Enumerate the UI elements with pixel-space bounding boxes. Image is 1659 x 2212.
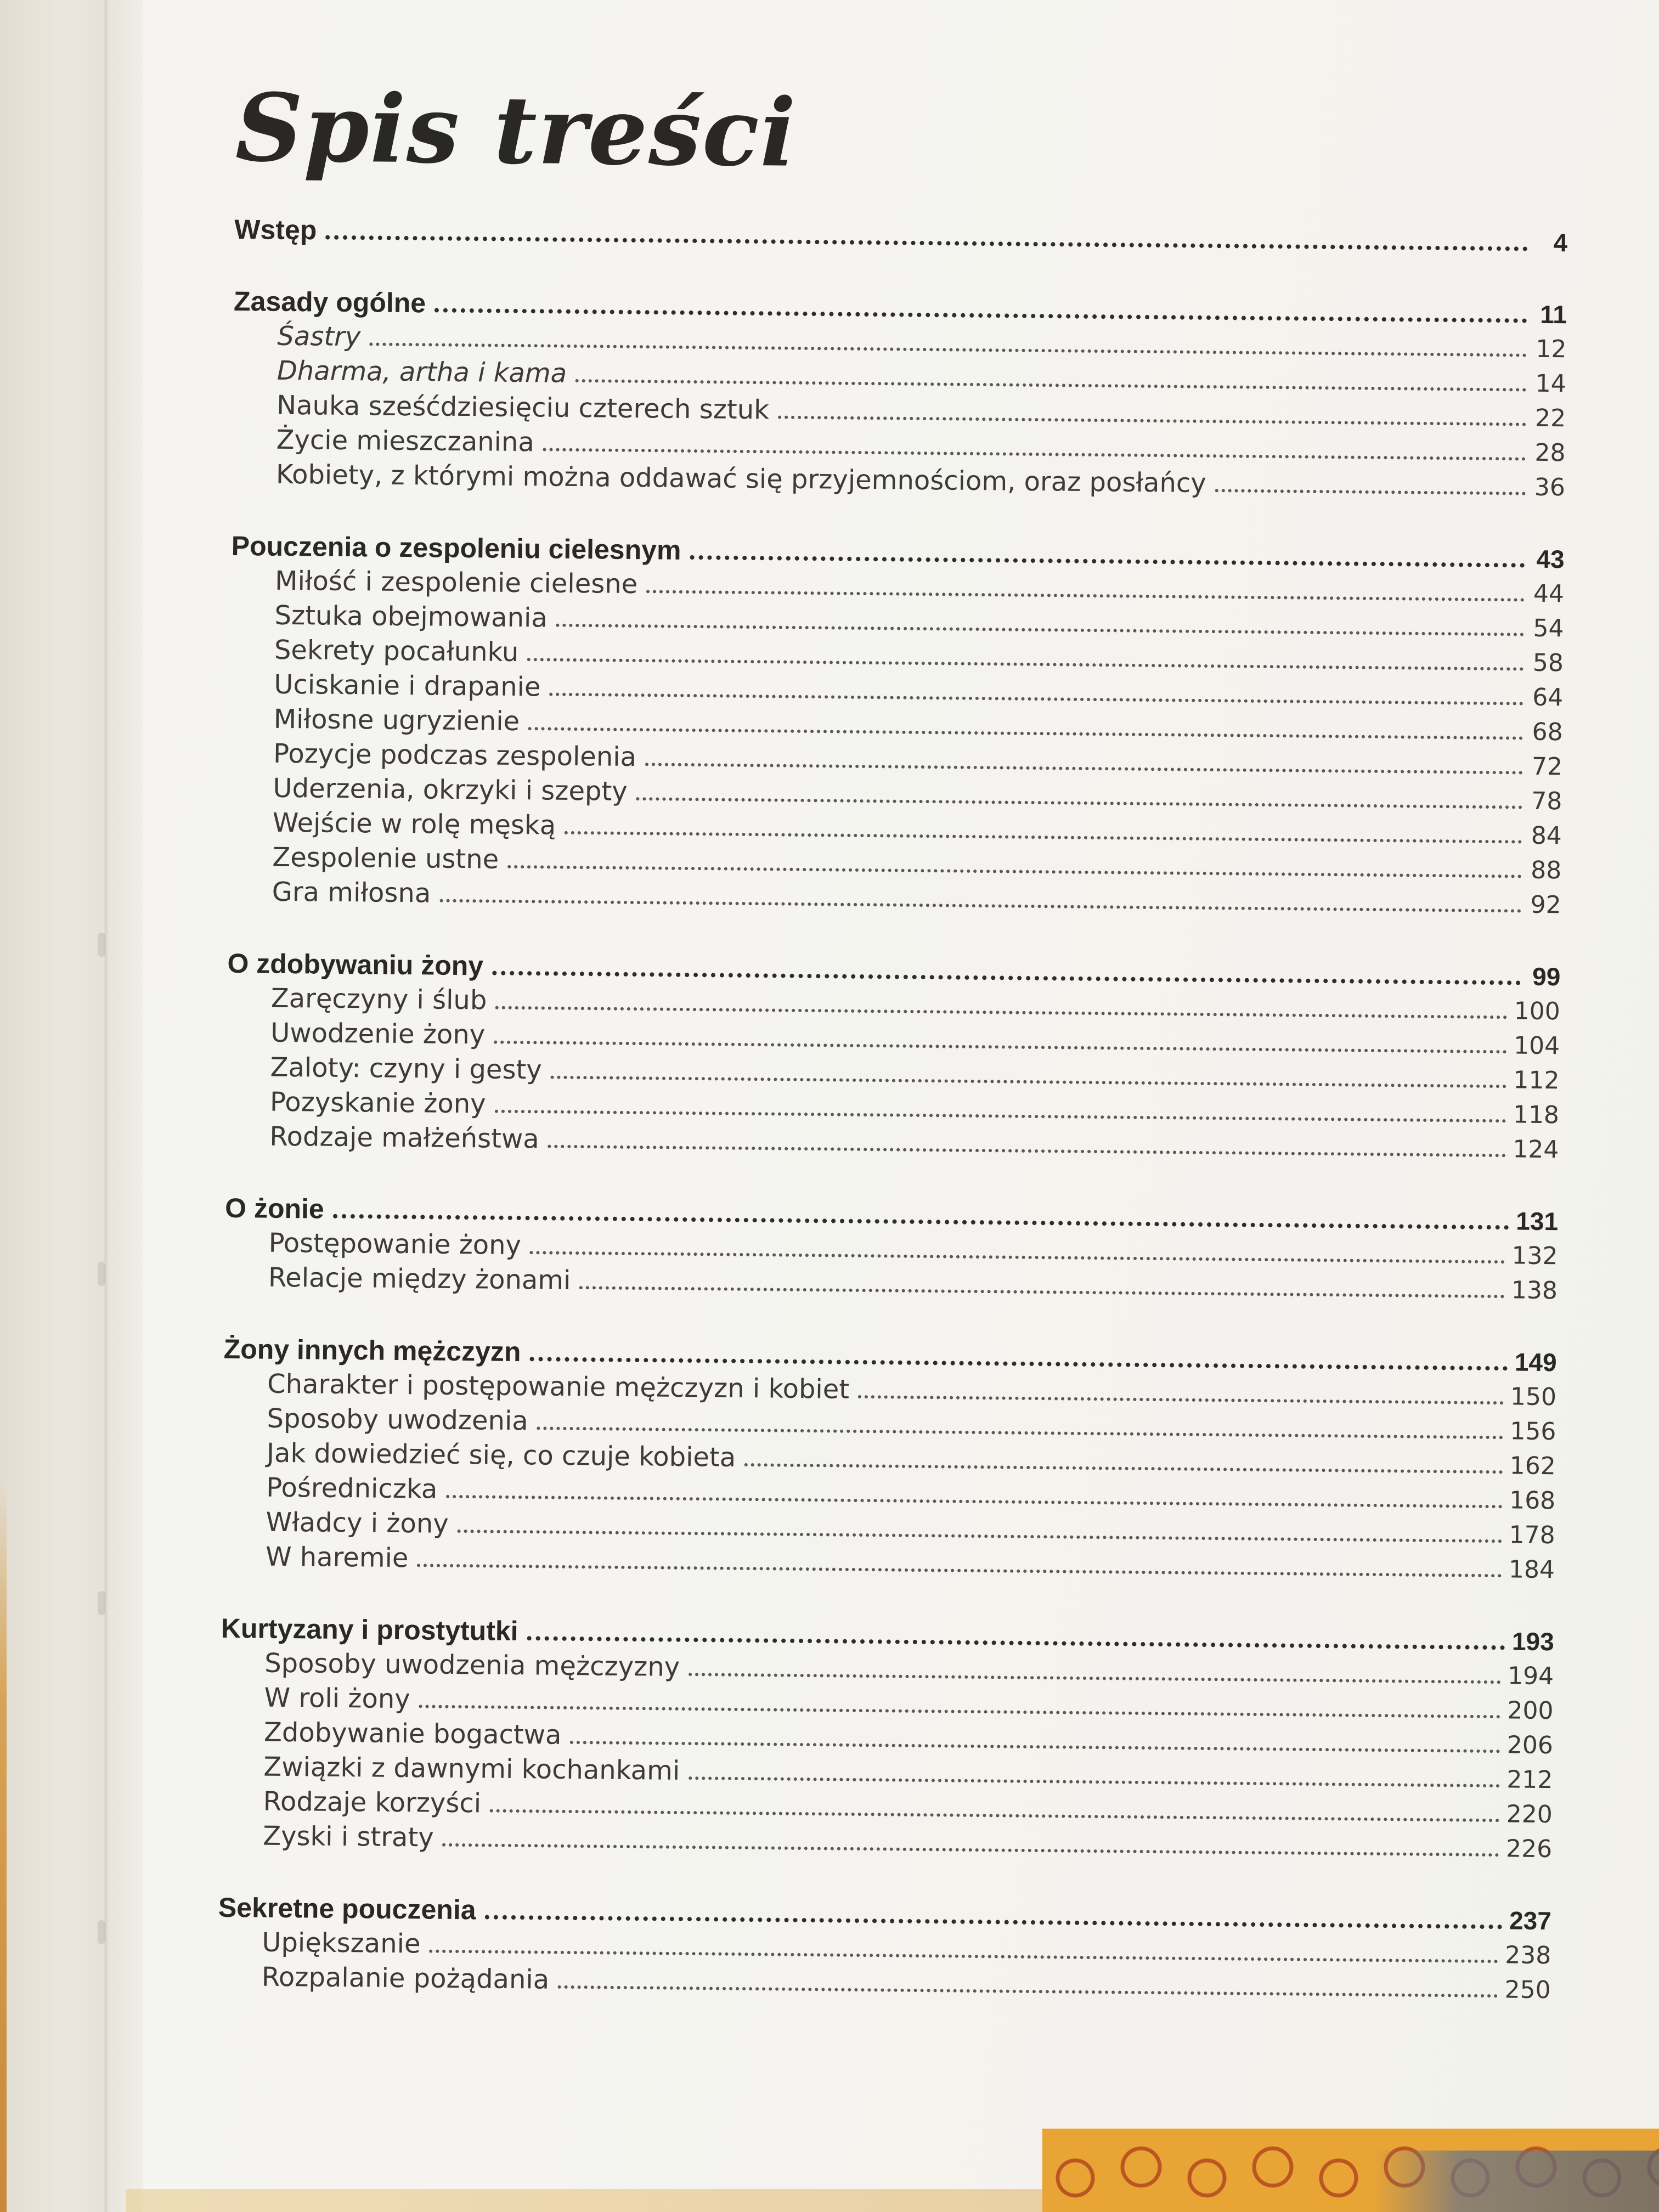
entry-title: Jak dowiedzieć się, co czuje kobieta xyxy=(266,1437,736,1473)
page-number: 156 xyxy=(1510,1417,1556,1446)
entry-title: Upiększanie xyxy=(262,1927,421,1960)
entry-title: Postępowanie żony xyxy=(268,1227,522,1261)
dot-leader xyxy=(333,1214,1510,1230)
page-number: 206 xyxy=(1506,1731,1554,1760)
page-number: 212 xyxy=(1506,1765,1553,1795)
dot-leader xyxy=(548,1145,1506,1158)
page-number: 54 xyxy=(1533,614,1564,643)
toc-body xyxy=(217,212,1567,2007)
chapter-title: Pouczenia o zespoleniu cielesnym xyxy=(231,530,681,566)
dot-leader xyxy=(446,1495,1503,1508)
entry-title: Uciskanie i drapanie xyxy=(274,669,541,703)
toc-section xyxy=(234,212,1567,259)
dot-leader xyxy=(369,342,1527,357)
page-number: 92 xyxy=(1530,890,1561,919)
page-number: 4 xyxy=(1553,228,1568,257)
page-number: 44 xyxy=(1533,579,1565,608)
page-number: 84 xyxy=(1531,821,1562,850)
dot-leader xyxy=(689,1776,1500,1787)
dot-leader xyxy=(490,1809,1500,1822)
entry-title: Uderzenia, okrzyki i szepty xyxy=(273,772,628,807)
page-title: Spis treści xyxy=(235,73,798,188)
entry-title: Miłosne ugryzienie xyxy=(273,703,520,737)
dot-leader xyxy=(744,1463,1503,1474)
page-number: 226 xyxy=(1505,1835,1553,1864)
page-number: 22 xyxy=(1534,404,1566,433)
dot-leader xyxy=(527,658,1524,670)
page-number: 149 xyxy=(1514,1347,1557,1377)
chapter-title: O żonie xyxy=(224,1192,325,1224)
page-number: 194 xyxy=(1507,1662,1554,1691)
decorative-ornament-band xyxy=(1042,2129,1659,2212)
toc-section xyxy=(224,1191,1559,1307)
toc-section xyxy=(219,1611,1554,1866)
dot-leader xyxy=(417,1564,1502,1577)
binding-stitch xyxy=(98,1920,105,1944)
entry-title: Pozycje podczas zespolenia xyxy=(273,738,637,773)
page-number: 28 xyxy=(1534,438,1566,467)
entry-title: Zdobywanie bogactwa xyxy=(263,1717,562,1751)
dot-leader xyxy=(529,1357,1508,1370)
entry-title: Sekrety pocałunku xyxy=(274,634,519,668)
page-number: 238 xyxy=(1505,1941,1551,1970)
entry-title: Życie mieszczanina xyxy=(276,424,535,458)
dot-leader xyxy=(494,1110,1506,1123)
entry-title: Nauka sześćdziesięciu czterech sztuk xyxy=(276,390,770,426)
entry-title: Sposoby uwodzenia mężczyzny xyxy=(264,1647,680,1683)
page-number: 138 xyxy=(1511,1276,1558,1305)
dot-leader xyxy=(325,235,1528,251)
entry-title: Charakter i postępowanie mężczyzn i kobiet xyxy=(267,1368,850,1405)
entry-title: Zaloty: czyny i gesty xyxy=(270,1052,542,1086)
page-number: 112 xyxy=(1513,1066,1560,1095)
entry-title: Zyski i straty xyxy=(262,1820,434,1853)
dot-leader xyxy=(636,797,1523,809)
dot-leader xyxy=(645,763,1523,774)
dot-leader xyxy=(527,1636,1505,1650)
page-number: 118 xyxy=(1513,1101,1560,1130)
dot-leader xyxy=(778,416,1526,426)
binding-stitch xyxy=(98,1262,105,1286)
dot-leader xyxy=(579,1286,1505,1298)
entry-title: Rodzaje korzyści xyxy=(263,1786,482,1819)
page-number: 64 xyxy=(1532,683,1564,712)
page-number: 104 xyxy=(1513,1031,1560,1060)
dot-leader xyxy=(570,1741,1500,1753)
chapter-title: Kurtyzany i prostytutki xyxy=(221,1612,518,1647)
dot-leader xyxy=(443,1843,1500,1857)
dot-leader xyxy=(558,1985,1498,1997)
dot-leader xyxy=(858,1395,1504,1404)
entry-title: Władcy i żony xyxy=(266,1506,449,1539)
entry-title: Pozyskanie żony xyxy=(269,1086,486,1120)
entry-title: Rozpalanie pożądania xyxy=(261,1961,550,1995)
page-number: 200 xyxy=(1507,1696,1554,1725)
dot-leader xyxy=(556,624,1525,636)
toc-section xyxy=(222,1332,1557,1587)
page-number: 162 xyxy=(1509,1452,1556,1481)
page-number: 184 xyxy=(1508,1555,1555,1584)
entry-title: Związki z dawnymi kochankami xyxy=(263,1751,680,1786)
entry-title: Gra miłosna xyxy=(272,876,431,909)
entry-title: Śastry xyxy=(277,320,361,353)
page-number: 150 xyxy=(1510,1383,1557,1412)
dot-leader xyxy=(494,1041,1507,1054)
entry-title: Zaręczyny i ślub xyxy=(270,983,487,1016)
entry-title: Miłość i zespolenie cielesne xyxy=(274,565,638,600)
chapter-title: O zdobywaniu żony xyxy=(227,947,484,981)
page-number: 72 xyxy=(1531,752,1563,781)
entry-title: W roli żony xyxy=(264,1682,410,1715)
entry-title: Zespolenie ustne xyxy=(272,842,499,875)
dot-leader xyxy=(484,1915,1503,1929)
binding-stitch xyxy=(98,933,105,957)
dot-leader xyxy=(543,448,1526,460)
dot-leader xyxy=(458,1530,1503,1543)
page-number: 99 xyxy=(1532,962,1561,991)
entry-title: Sztuka obejmowania xyxy=(274,600,548,634)
dot-leader xyxy=(507,865,1522,878)
page-number: 193 xyxy=(1511,1627,1554,1656)
entry-title: Dharma, artha i kama xyxy=(276,355,567,389)
page-number: 100 xyxy=(1514,997,1561,1026)
page-number: 220 xyxy=(1506,1800,1553,1829)
page-number: 88 xyxy=(1530,856,1562,885)
entry-title: Kobiety, z którymi można oddawać się przyjemnościom, oraz posłańcy xyxy=(275,459,1206,499)
dot-leader xyxy=(495,1006,1508,1019)
entry-title: W haremie xyxy=(265,1541,409,1574)
page-number: 178 xyxy=(1509,1521,1555,1550)
dot-leader xyxy=(429,1950,1498,1963)
dot-leader xyxy=(537,1426,1504,1439)
dot-leader xyxy=(435,308,1527,323)
dot-leader xyxy=(528,727,1523,740)
dot-leader xyxy=(492,971,1521,985)
page-number: 132 xyxy=(1511,1242,1558,1271)
page-number: 14 xyxy=(1535,369,1566,398)
page-number: 12 xyxy=(1536,335,1567,364)
page-gutter xyxy=(0,0,143,2212)
entry-title: Relacje między żonami xyxy=(268,1262,571,1296)
entry-title: Sposoby uwodzenia xyxy=(267,1403,529,1437)
page-number: 36 xyxy=(1534,473,1566,502)
page-number: 58 xyxy=(1532,648,1564,678)
toc-section xyxy=(228,529,1565,922)
dot-leader xyxy=(690,555,1525,568)
toc-section xyxy=(217,1891,1551,2007)
page-number: 68 xyxy=(1532,718,1563,747)
dot-leader xyxy=(551,1076,1507,1088)
dot-leader xyxy=(1215,489,1526,495)
page-number: 237 xyxy=(1509,1906,1552,1936)
toc-section xyxy=(232,284,1567,504)
dot-leader xyxy=(530,1251,1505,1263)
dot-leader xyxy=(439,899,1521,913)
page-bottom-edge xyxy=(126,2189,1059,2212)
page-number: 250 xyxy=(1504,1976,1551,2005)
entry-title: Rodzaje małżeństwa xyxy=(269,1121,539,1155)
binding-stitch xyxy=(98,1591,105,1615)
page-number: 43 xyxy=(1536,544,1565,574)
dot-leader xyxy=(646,590,1525,601)
dot-leader xyxy=(565,831,1522,844)
entry-title: Uwodzenie żony xyxy=(270,1017,486,1051)
page-number: 11 xyxy=(1540,300,1567,329)
chapter-title: Sekretne pouczenia xyxy=(218,1892,476,1926)
dot-leader xyxy=(575,379,1527,392)
chapter-title: Zasady ogólne xyxy=(233,285,426,319)
page-number: 131 xyxy=(1516,1206,1559,1236)
chapter-title: Wstęp xyxy=(234,213,317,246)
cover-edge xyxy=(0,1481,7,2212)
dot-leader xyxy=(419,1705,1501,1718)
toc-section xyxy=(225,946,1561,1166)
dot-leader xyxy=(549,693,1523,706)
page-number: 168 xyxy=(1509,1486,1556,1515)
entry-title: Pośredniczka xyxy=(266,1472,438,1505)
page-number: 78 xyxy=(1531,787,1562,816)
toc-chapter-wstep xyxy=(234,212,1567,259)
table-of-contents xyxy=(217,73,1569,2044)
page-number: 124 xyxy=(1513,1135,1559,1164)
chapter-title: Żony innych mężczyzn xyxy=(223,1333,521,1368)
entry-title: Wejście w rolę męską xyxy=(272,807,556,841)
dot-leader xyxy=(689,1673,1501,1684)
